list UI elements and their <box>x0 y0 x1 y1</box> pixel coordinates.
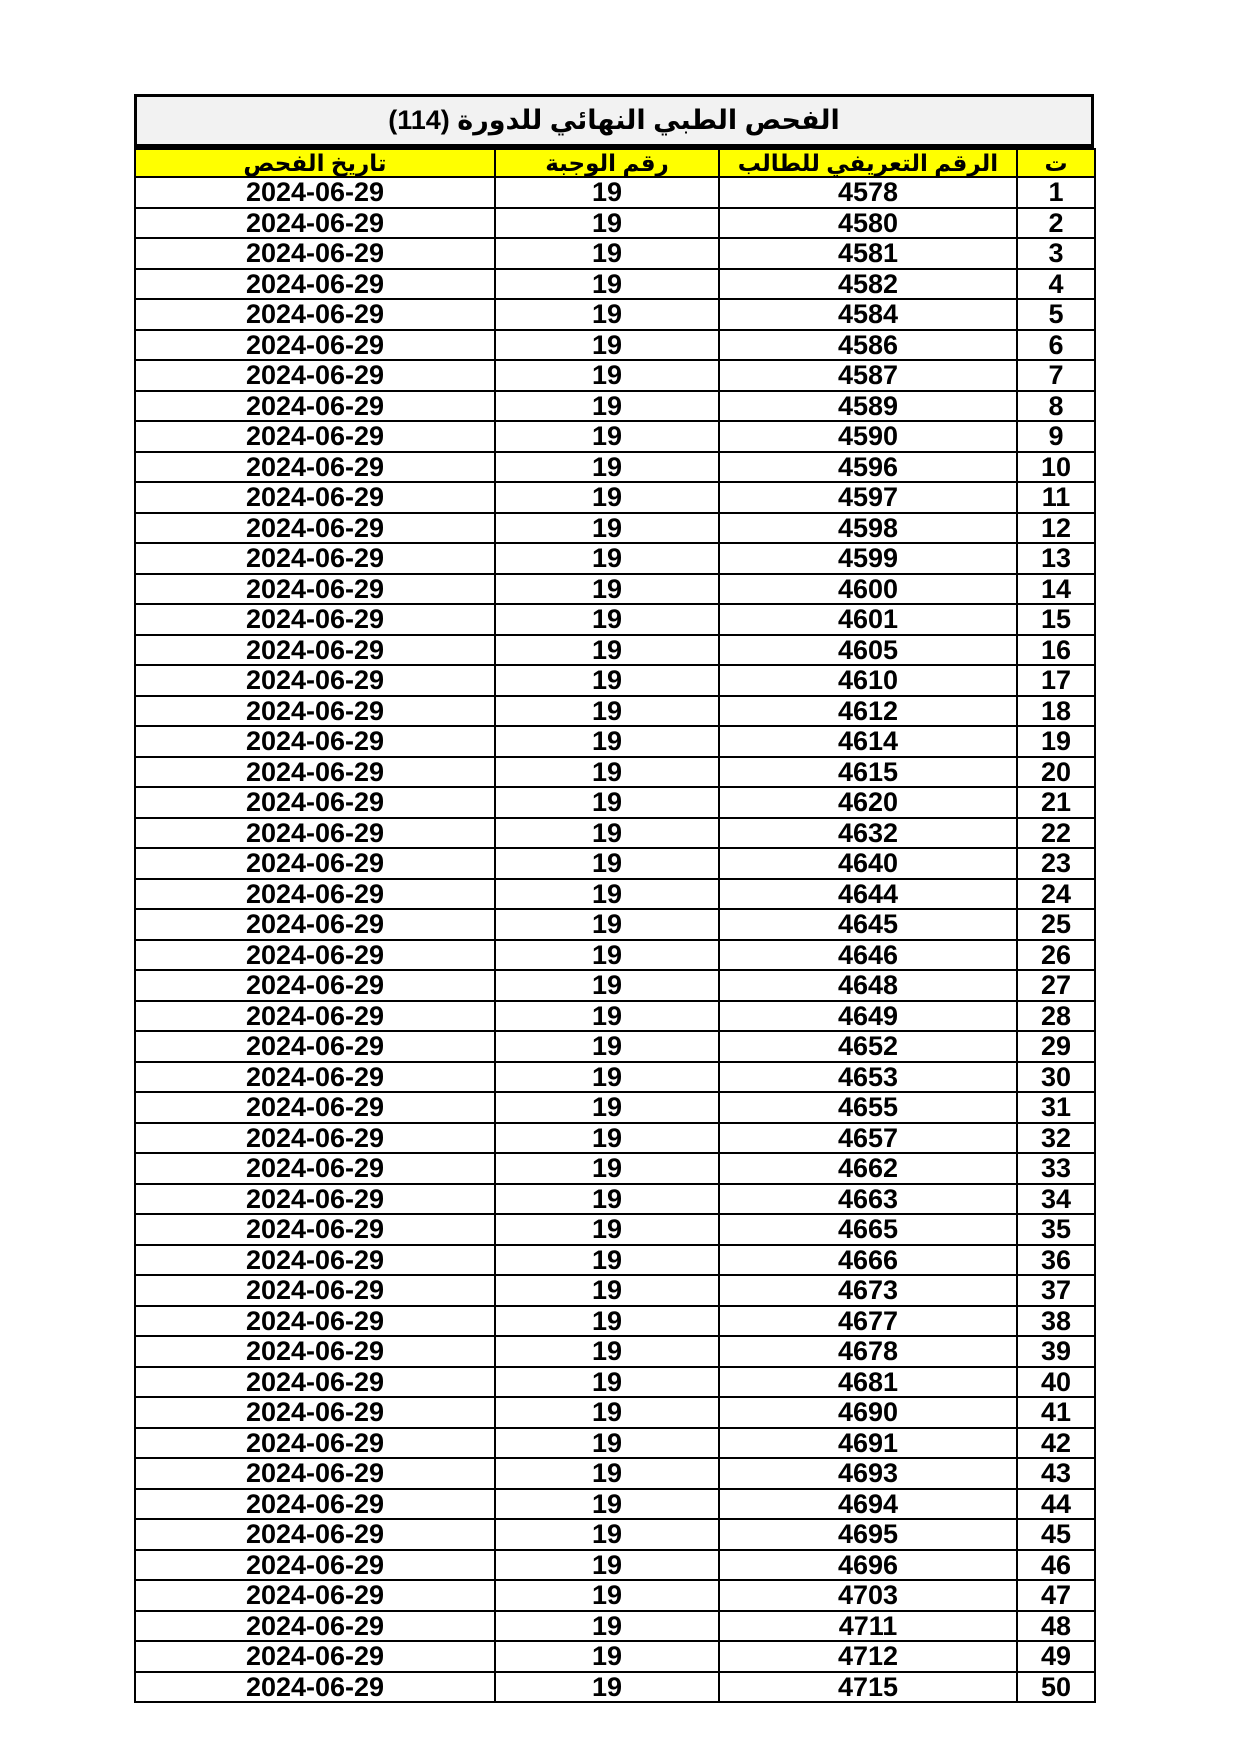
cell-student-id: 4657 <box>719 1123 1017 1154</box>
cell-batch: 19 <box>495 1641 719 1672</box>
cell-exam-date: 2024-06-29 <box>135 1641 495 1672</box>
table-body <box>135 177 1095 1702</box>
cell-batch: 19 <box>495 1336 719 1367</box>
table-row <box>135 787 1095 818</box>
cell-exam-date: 2024-06-29 <box>135 1153 495 1184</box>
cell-serial: 2 <box>1017 208 1095 239</box>
cell-batch: 19 <box>495 330 719 361</box>
cell-batch: 19 <box>495 1031 719 1062</box>
cell-exam-date: 2024-06-29 <box>135 269 495 300</box>
cell-serial: 32 <box>1017 1123 1095 1154</box>
cell-student-id: 4695 <box>719 1519 1017 1550</box>
cell-batch: 19 <box>495 543 719 574</box>
cell-batch: 19 <box>495 1458 719 1489</box>
cell-student-id: 4711 <box>719 1611 1017 1642</box>
cell-batch: 19 <box>495 604 719 635</box>
cell-batch: 19 <box>495 238 719 269</box>
cell-serial: 37 <box>1017 1275 1095 1306</box>
cell-batch: 19 <box>495 1214 719 1245</box>
cell-student-id: 4690 <box>719 1397 1017 1428</box>
cell-batch: 19 <box>495 909 719 940</box>
cell-exam-date: 2024-06-29 <box>135 1062 495 1093</box>
table-row <box>135 1214 1095 1245</box>
cell-batch: 19 <box>495 818 719 849</box>
table-row <box>135 818 1095 849</box>
cell-exam-date: 2024-06-29 <box>135 238 495 269</box>
cell-batch: 19 <box>495 177 719 208</box>
table-row <box>135 726 1095 757</box>
cell-exam-date: 2024-06-29 <box>135 879 495 910</box>
table-row <box>135 848 1095 879</box>
column-header-exam-date: تاريخ الفحص <box>135 149 495 177</box>
table-row <box>135 330 1095 361</box>
cell-exam-date: 2024-06-29 <box>135 360 495 391</box>
cell-batch: 19 <box>495 1001 719 1032</box>
cell-student-id: 4589 <box>719 391 1017 422</box>
cell-serial: 36 <box>1017 1245 1095 1276</box>
cell-serial: 14 <box>1017 574 1095 605</box>
cell-exam-date: 2024-06-29 <box>135 787 495 818</box>
cell-exam-date: 2024-06-29 <box>135 1123 495 1154</box>
cell-student-id: 4649 <box>719 1001 1017 1032</box>
cell-exam-date: 2024-06-29 <box>135 330 495 361</box>
cell-serial: 45 <box>1017 1519 1095 1550</box>
cell-batch: 19 <box>495 269 719 300</box>
cell-exam-date: 2024-06-29 <box>135 726 495 757</box>
cell-serial: 42 <box>1017 1428 1095 1459</box>
table-row <box>135 1580 1095 1611</box>
cell-student-id: 4615 <box>719 757 1017 788</box>
cell-batch: 19 <box>495 421 719 452</box>
cell-student-id: 4584 <box>719 299 1017 330</box>
cell-batch: 19 <box>495 940 719 971</box>
table-row <box>135 604 1095 635</box>
cell-exam-date: 2024-06-29 <box>135 574 495 605</box>
cell-student-id: 4586 <box>719 330 1017 361</box>
cell-student-id: 4640 <box>719 848 1017 879</box>
cell-serial: 46 <box>1017 1550 1095 1581</box>
cell-exam-date: 2024-06-29 <box>135 635 495 666</box>
cell-student-id: 4599 <box>719 543 1017 574</box>
table-row <box>135 970 1095 1001</box>
cell-serial: 16 <box>1017 635 1095 666</box>
cell-student-id: 4648 <box>719 970 1017 1001</box>
table-row <box>135 1092 1095 1123</box>
cell-serial: 29 <box>1017 1031 1095 1062</box>
cell-exam-date: 2024-06-29 <box>135 1580 495 1611</box>
cell-exam-date: 2024-06-29 <box>135 1672 495 1703</box>
cell-serial: 30 <box>1017 1062 1095 1093</box>
table-row <box>135 1458 1095 1489</box>
cell-serial: 23 <box>1017 848 1095 879</box>
cell-student-id: 4620 <box>719 787 1017 818</box>
cell-exam-date: 2024-06-29 <box>135 208 495 239</box>
column-header-batch: رقم الوجبة <box>495 149 719 177</box>
cell-student-id: 4715 <box>719 1672 1017 1703</box>
cell-batch: 19 <box>495 879 719 910</box>
cell-batch: 19 <box>495 1580 719 1611</box>
cell-student-id: 4644 <box>719 879 1017 910</box>
cell-serial: 22 <box>1017 818 1095 849</box>
document-title: الفحص الطبي النهائي للدورة (114) <box>134 94 1094 148</box>
cell-student-id: 4681 <box>719 1367 1017 1398</box>
table-row <box>135 177 1095 208</box>
cell-student-id: 4597 <box>719 482 1017 513</box>
cell-serial: 1 <box>1017 177 1095 208</box>
table-row <box>135 238 1095 269</box>
cell-serial: 24 <box>1017 879 1095 910</box>
cell-serial: 12 <box>1017 513 1095 544</box>
cell-student-id: 4673 <box>719 1275 1017 1306</box>
table-row <box>135 1245 1095 1276</box>
cell-student-id: 4582 <box>719 269 1017 300</box>
table-row <box>135 421 1095 452</box>
cell-serial: 39 <box>1017 1336 1095 1367</box>
exam-table <box>134 148 1096 1703</box>
table-row <box>135 1184 1095 1215</box>
cell-serial: 28 <box>1017 1001 1095 1032</box>
table-row <box>135 1306 1095 1337</box>
column-header-student-id: الرقم التعريفي للطالب <box>719 149 1017 177</box>
cell-exam-date: 2024-06-29 <box>135 848 495 879</box>
cell-student-id: 4645 <box>719 909 1017 940</box>
cell-exam-date: 2024-06-29 <box>135 1214 495 1245</box>
cell-serial: 5 <box>1017 299 1095 330</box>
cell-serial: 13 <box>1017 543 1095 574</box>
cell-batch: 19 <box>495 1489 719 1520</box>
cell-serial: 27 <box>1017 970 1095 1001</box>
cell-batch: 19 <box>495 970 719 1001</box>
table-row <box>135 1153 1095 1184</box>
cell-exam-date: 2024-06-29 <box>135 909 495 940</box>
cell-exam-date: 2024-06-29 <box>135 1367 495 1398</box>
cell-exam-date: 2024-06-29 <box>135 1397 495 1428</box>
cell-batch: 19 <box>495 482 719 513</box>
cell-student-id: 4600 <box>719 574 1017 605</box>
cell-exam-date: 2024-06-29 <box>135 1336 495 1367</box>
table-row <box>135 1275 1095 1306</box>
cell-exam-date: 2024-06-29 <box>135 940 495 971</box>
table-row <box>135 1062 1095 1093</box>
cell-batch: 19 <box>495 726 719 757</box>
cell-exam-date: 2024-06-29 <box>135 757 495 788</box>
cell-batch: 19 <box>495 1062 719 1093</box>
cell-student-id: 4580 <box>719 208 1017 239</box>
cell-student-id: 4665 <box>719 1214 1017 1245</box>
cell-exam-date: 2024-06-29 <box>135 391 495 422</box>
cell-serial: 15 <box>1017 604 1095 635</box>
cell-batch: 19 <box>495 1153 719 1184</box>
cell-batch: 19 <box>495 1519 719 1550</box>
table-row <box>135 391 1095 422</box>
table-row <box>135 696 1095 727</box>
cell-serial: 48 <box>1017 1611 1095 1642</box>
cell-serial: 40 <box>1017 1367 1095 1398</box>
cell-student-id: 4677 <box>719 1306 1017 1337</box>
cell-batch: 19 <box>495 1397 719 1428</box>
table-row <box>135 665 1095 696</box>
table-row <box>135 513 1095 544</box>
cell-student-id: 4596 <box>719 452 1017 483</box>
cell-student-id: 4662 <box>719 1153 1017 1184</box>
cell-serial: 38 <box>1017 1306 1095 1337</box>
cell-exam-date: 2024-06-29 <box>135 1519 495 1550</box>
cell-serial: 21 <box>1017 787 1095 818</box>
cell-student-id: 4578 <box>719 177 1017 208</box>
cell-student-id: 4712 <box>719 1641 1017 1672</box>
table-row <box>135 360 1095 391</box>
cell-student-id: 4693 <box>719 1458 1017 1489</box>
cell-student-id: 4598 <box>719 513 1017 544</box>
cell-serial: 11 <box>1017 482 1095 513</box>
table-row <box>135 1611 1095 1642</box>
cell-student-id: 4646 <box>719 940 1017 971</box>
table-row <box>135 1489 1095 1520</box>
table-row <box>135 1519 1095 1550</box>
table-row <box>135 1031 1095 1062</box>
cell-batch: 19 <box>495 1275 719 1306</box>
cell-student-id: 4666 <box>719 1245 1017 1276</box>
table-row <box>135 208 1095 239</box>
cell-exam-date: 2024-06-29 <box>135 543 495 574</box>
cell-batch: 19 <box>495 1428 719 1459</box>
cell-student-id: 4678 <box>719 1336 1017 1367</box>
table-row <box>135 879 1095 910</box>
cell-serial: 18 <box>1017 696 1095 727</box>
cell-serial: 7 <box>1017 360 1095 391</box>
cell-student-id: 4652 <box>719 1031 1017 1062</box>
cell-serial: 19 <box>1017 726 1095 757</box>
cell-serial: 31 <box>1017 1092 1095 1123</box>
cell-batch: 19 <box>495 1306 719 1337</box>
cell-exam-date: 2024-06-29 <box>135 1458 495 1489</box>
cell-batch: 19 <box>495 665 719 696</box>
table-header-row <box>135 149 1095 177</box>
cell-exam-date: 2024-06-29 <box>135 1275 495 1306</box>
cell-exam-date: 2024-06-29 <box>135 1001 495 1032</box>
table-row <box>135 635 1095 666</box>
cell-student-id: 4653 <box>719 1062 1017 1093</box>
cell-exam-date: 2024-06-29 <box>135 1611 495 1642</box>
table-row <box>135 543 1095 574</box>
cell-student-id: 4612 <box>719 696 1017 727</box>
cell-student-id: 4703 <box>719 1580 1017 1611</box>
cell-serial: 33 <box>1017 1153 1095 1184</box>
cell-batch: 19 <box>495 696 719 727</box>
cell-batch: 19 <box>495 757 719 788</box>
cell-batch: 19 <box>495 208 719 239</box>
cell-serial: 26 <box>1017 940 1095 971</box>
cell-exam-date: 2024-06-29 <box>135 299 495 330</box>
cell-exam-date: 2024-06-29 <box>135 482 495 513</box>
cell-serial: 25 <box>1017 909 1095 940</box>
cell-student-id: 4590 <box>719 421 1017 452</box>
table-row <box>135 1123 1095 1154</box>
cell-batch: 19 <box>495 1672 719 1703</box>
cell-batch: 19 <box>495 1367 719 1398</box>
cell-exam-date: 2024-06-29 <box>135 1031 495 1062</box>
table-row <box>135 574 1095 605</box>
cell-exam-date: 2024-06-29 <box>135 177 495 208</box>
cell-batch: 19 <box>495 1123 719 1154</box>
cell-batch: 19 <box>495 1245 719 1276</box>
cell-batch: 19 <box>495 848 719 879</box>
cell-batch: 19 <box>495 299 719 330</box>
cell-serial: 43 <box>1017 1458 1095 1489</box>
cell-student-id: 4605 <box>719 635 1017 666</box>
cell-exam-date: 2024-06-29 <box>135 604 495 635</box>
table-row <box>135 269 1095 300</box>
cell-student-id: 4581 <box>719 238 1017 269</box>
cell-student-id: 4694 <box>719 1489 1017 1520</box>
cell-serial: 3 <box>1017 238 1095 269</box>
cell-exam-date: 2024-06-29 <box>135 452 495 483</box>
cell-serial: 17 <box>1017 665 1095 696</box>
cell-serial: 8 <box>1017 391 1095 422</box>
table-row <box>135 1397 1095 1428</box>
cell-exam-date: 2024-06-29 <box>135 1550 495 1581</box>
cell-serial: 44 <box>1017 1489 1095 1520</box>
cell-batch: 19 <box>495 513 719 544</box>
cell-exam-date: 2024-06-29 <box>135 1306 495 1337</box>
cell-serial: 20 <box>1017 757 1095 788</box>
cell-student-id: 4691 <box>719 1428 1017 1459</box>
cell-batch: 19 <box>495 1184 719 1215</box>
cell-batch: 19 <box>495 787 719 818</box>
cell-serial: 9 <box>1017 421 1095 452</box>
cell-exam-date: 2024-06-29 <box>135 1489 495 1520</box>
cell-exam-date: 2024-06-29 <box>135 1184 495 1215</box>
cell-exam-date: 2024-06-29 <box>135 696 495 727</box>
cell-batch: 19 <box>495 1092 719 1123</box>
cell-serial: 50 <box>1017 1672 1095 1703</box>
cell-serial: 47 <box>1017 1580 1095 1611</box>
cell-batch: 19 <box>495 360 719 391</box>
cell-batch: 19 <box>495 574 719 605</box>
table-row <box>135 452 1095 483</box>
table-row <box>135 1428 1095 1459</box>
cell-exam-date: 2024-06-29 <box>135 818 495 849</box>
cell-serial: 49 <box>1017 1641 1095 1672</box>
table-row <box>135 1001 1095 1032</box>
table-row <box>135 482 1095 513</box>
cell-student-id: 4601 <box>719 604 1017 635</box>
cell-exam-date: 2024-06-29 <box>135 513 495 544</box>
cell-serial: 10 <box>1017 452 1095 483</box>
table-row <box>135 909 1095 940</box>
cell-student-id: 4614 <box>719 726 1017 757</box>
table-row <box>135 1550 1095 1581</box>
cell-exam-date: 2024-06-29 <box>135 1092 495 1123</box>
cell-student-id: 4655 <box>719 1092 1017 1123</box>
cell-batch: 19 <box>495 1550 719 1581</box>
cell-student-id: 4587 <box>719 360 1017 391</box>
cell-exam-date: 2024-06-29 <box>135 665 495 696</box>
cell-serial: 35 <box>1017 1214 1095 1245</box>
cell-serial: 6 <box>1017 330 1095 361</box>
table-row <box>135 1367 1095 1398</box>
cell-student-id: 4663 <box>719 1184 1017 1215</box>
table-row <box>135 299 1095 330</box>
table-row <box>135 940 1095 971</box>
cell-student-id: 4696 <box>719 1550 1017 1581</box>
document-sheet <box>134 94 1094 1703</box>
table-row <box>135 757 1095 788</box>
column-header-serial: ت <box>1017 149 1095 177</box>
table-row <box>135 1641 1095 1672</box>
cell-serial: 4 <box>1017 269 1095 300</box>
cell-exam-date: 2024-06-29 <box>135 421 495 452</box>
cell-batch: 19 <box>495 391 719 422</box>
cell-exam-date: 2024-06-29 <box>135 970 495 1001</box>
cell-serial: 34 <box>1017 1184 1095 1215</box>
cell-batch: 19 <box>495 1611 719 1642</box>
cell-exam-date: 2024-06-29 <box>135 1428 495 1459</box>
cell-batch: 19 <box>495 452 719 483</box>
cell-student-id: 4632 <box>719 818 1017 849</box>
cell-batch: 19 <box>495 635 719 666</box>
table-row <box>135 1336 1095 1367</box>
cell-student-id: 4610 <box>719 665 1017 696</box>
cell-exam-date: 2024-06-29 <box>135 1245 495 1276</box>
table-row <box>135 1672 1095 1703</box>
cell-serial: 41 <box>1017 1397 1095 1428</box>
